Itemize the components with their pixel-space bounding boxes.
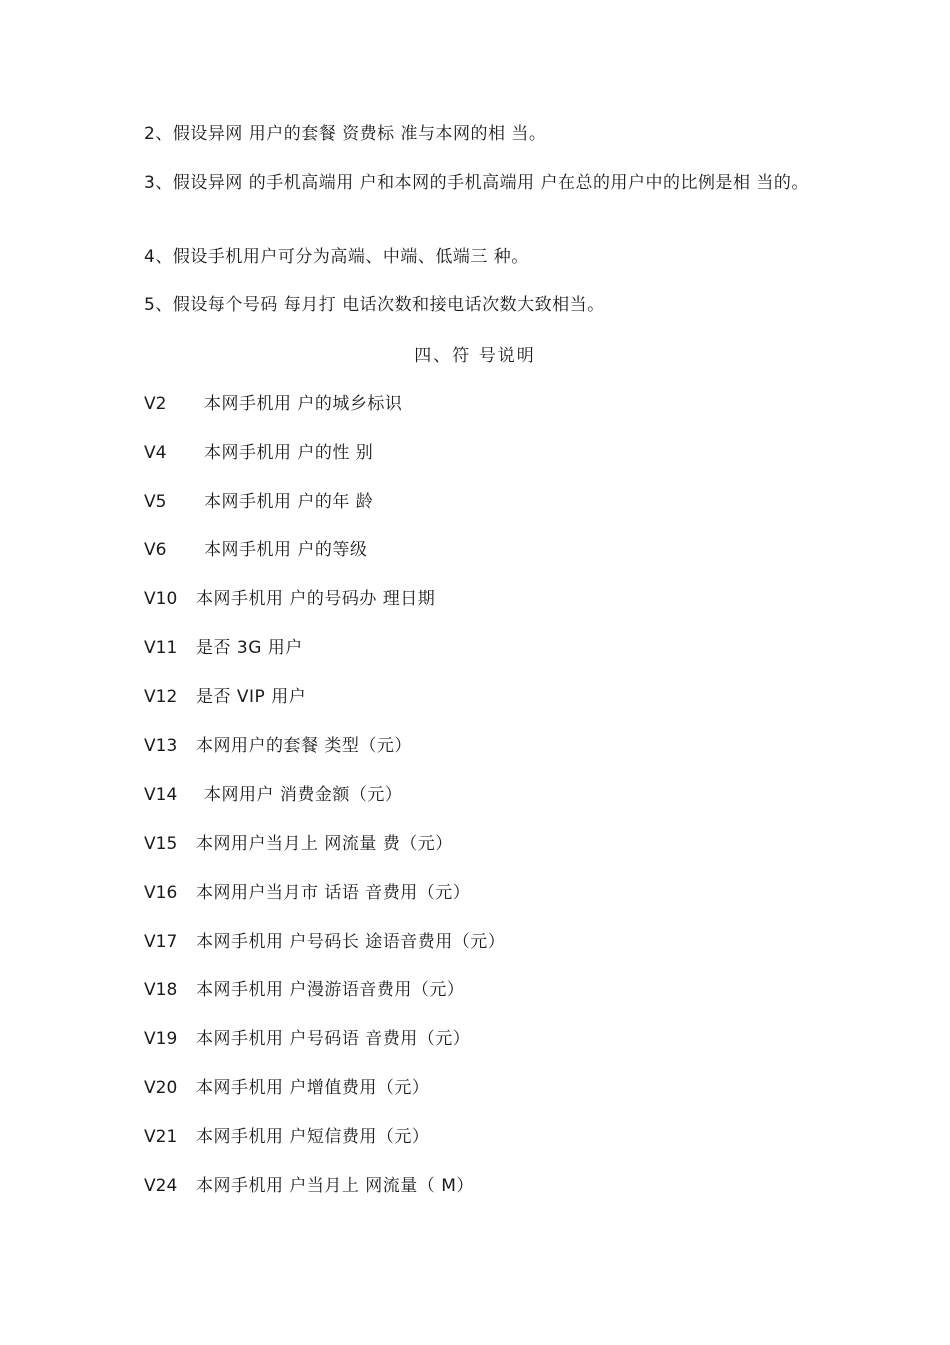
- variable-row: [144, 441, 814, 465]
- variable-row: [144, 1076, 814, 1100]
- variable-code: V15: [144, 834, 178, 854]
- variable-code: V4: [144, 443, 167, 463]
- variable-description: 本网手机用 户的性 别: [204, 443, 374, 463]
- variable-row: [144, 734, 814, 758]
- variable-row: [144, 832, 814, 856]
- variable-code: V18: [144, 980, 178, 1000]
- variable-code: V12: [144, 687, 178, 707]
- variable-description: 本网手机用 户的城乡标识: [204, 394, 403, 414]
- variable-description: 本网手机用 户的年 龄: [204, 492, 374, 512]
- variable-row: [144, 392, 814, 416]
- variable-description: 是否 VIP 用户: [196, 687, 307, 707]
- variable-description: 本网手机用 户增值费用（元）: [196, 1078, 430, 1098]
- assumption-2: 2、假设异网 用户的套餐 资费标 准与本网的相 当。: [144, 124, 547, 144]
- variable-description: 本网用户的套餐 类型（元）: [196, 736, 412, 756]
- variable-description: 本网手机用 户号码长 途语音费用（元）: [196, 932, 506, 952]
- variable-row: [144, 685, 814, 709]
- variable-code: V19: [144, 1029, 178, 1049]
- variable-code: V13: [144, 736, 178, 756]
- section-title: 四、符 号说明: [414, 346, 536, 366]
- variable-row: [144, 538, 814, 562]
- variable-row: [144, 490, 814, 514]
- variable-description: 本网手机用 户当月上 网流量（ M）: [196, 1176, 474, 1196]
- assumption-3: 3、假设异网 的手机高端用 户和本网的手机高端用 户在总的用户中的比例是相 当的。: [144, 173, 809, 193]
- variable-row: [144, 1174, 814, 1198]
- variable-description: 本网手机用 户漫游语音费用（元）: [196, 980, 465, 1000]
- variable-code: V16: [144, 883, 178, 903]
- variable-row: [144, 930, 814, 954]
- assumption-5: 5、假设每个号码 每月打 电话次数和接电话次数大致相当。: [144, 295, 605, 315]
- variable-description: 本网手机用 户的号码办 理日期: [196, 589, 436, 609]
- variable-description: 本网用户当月市 话语 音费用（元）: [196, 883, 471, 903]
- variable-code: V5: [144, 492, 167, 512]
- variable-code: V14: [144, 785, 178, 805]
- variable-row: [144, 1125, 814, 1149]
- variable-code: V6: [144, 540, 167, 560]
- variable-code: V11: [144, 638, 178, 658]
- variable-description: 是否 3G 用户: [196, 638, 303, 658]
- variable-row: [144, 783, 814, 807]
- variable-code: V17: [144, 932, 178, 952]
- variable-code: V2: [144, 394, 167, 414]
- variable-description: 本网用户 消费金额（元）: [204, 785, 403, 805]
- variable-code: V24: [144, 1176, 178, 1196]
- variable-description: 本网手机用 户号码语 音费用（元）: [196, 1029, 471, 1049]
- variable-row: [144, 881, 814, 905]
- variable-code: V21: [144, 1127, 178, 1147]
- variable-description: 本网手机用 户短信费用（元）: [196, 1127, 430, 1147]
- variable-row: [144, 636, 814, 660]
- variable-code: V20: [144, 1078, 178, 1098]
- variable-description: 本网用户当月上 网流量 费（元）: [196, 834, 453, 854]
- variable-row: [144, 978, 814, 1002]
- variable-code: V10: [144, 589, 178, 609]
- variable-description: 本网手机用 户的等级: [204, 540, 368, 560]
- assumption-4: 4、假设手机用户可分为高端、中端、低端三 种。: [144, 247, 529, 267]
- variable-row: [144, 587, 814, 611]
- variable-row: [144, 1027, 814, 1051]
